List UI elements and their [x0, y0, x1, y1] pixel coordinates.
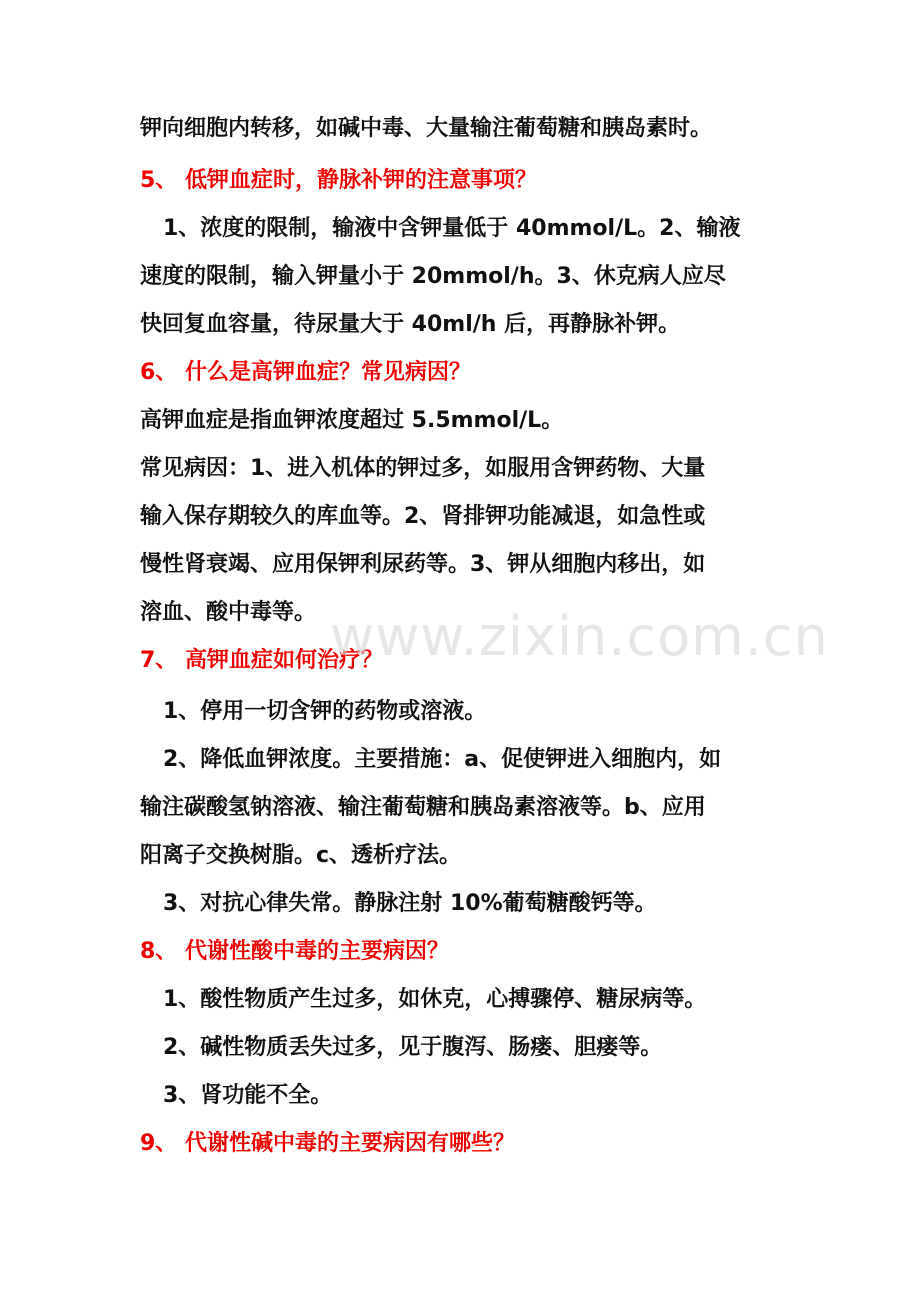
paragraph-line: 高钾血症是指血钾浓度超过 5.5mmol/L。 [140, 408, 564, 433]
paragraph-line: 速度的限制，输入钾量小于 20mmol/h。3、休克病人应尽 [140, 264, 726, 289]
paragraph-line: 2、降低血钾浓度。主要措施：a、促使钾进入细胞内，如 [163, 747, 722, 772]
question-5-heading: 5、 低钾血症时，静脉补钾的注意事项？ [140, 168, 537, 193]
paragraph-line: 2、碱性物质丢失过多，见于腹泻、肠瘘、胆瘘等。 [163, 1035, 663, 1060]
question-9-heading: 9、 代谢性碱中毒的主要病因有哪些？ [140, 1131, 515, 1156]
paragraph-line: 1、酸性物质产生过多，如休克，心搏骤停、糖尿病等。 [163, 987, 707, 1012]
question-8-heading: 8、 代谢性酸中毒的主要病因？ [140, 939, 449, 964]
paragraph-line: 输注碳酸氢钠溶液、输注葡萄糖和胰岛素溶液等。b、应用 [140, 795, 706, 820]
paragraph-line: 溶血、酸中毒等。 [140, 600, 317, 625]
paragraph-line: 快回复血容量，待尿量大于 40ml/h 后，再静脉补钾。 [140, 312, 681, 337]
watermark: www.zixin.com.cn [330, 605, 829, 668]
paragraph-line: 阳离子交换树脂。c、透析疗法。 [140, 843, 462, 868]
paragraph-line: 慢性肾衰竭、应用保钾利尿药等。3、钾从细胞内移出，如 [140, 552, 706, 577]
paragraph-line: 常见病因：1、进入机体的钾过多，如服用含钾药物、大量 [140, 456, 706, 481]
paragraph-line: 3、肾功能不全。 [163, 1083, 333, 1108]
question-7-heading: 7、 高钾血症如何治疗？ [140, 648, 383, 673]
paragraph-line: 钾向细胞内转移，如碱中毒、大量输注葡萄糖和胰岛素时。 [140, 116, 713, 141]
paragraph-line: 1、停用一切含钾的药物或溶液。 [163, 699, 487, 724]
question-6-heading: 6、 什么是高钾血症？常见病因？ [140, 360, 471, 385]
paragraph-line: 输入保存期较久的库血等。2、肾排钾功能减退，如急性或 [140, 504, 706, 529]
paragraph-line: 3、对抗心律失常。静脉注射 10%葡萄糖酸钙等。 [163, 891, 657, 916]
paragraph-line: 1、浓度的限制，输液中含钾量低于 40mmol/L。2、输液 [163, 216, 741, 241]
